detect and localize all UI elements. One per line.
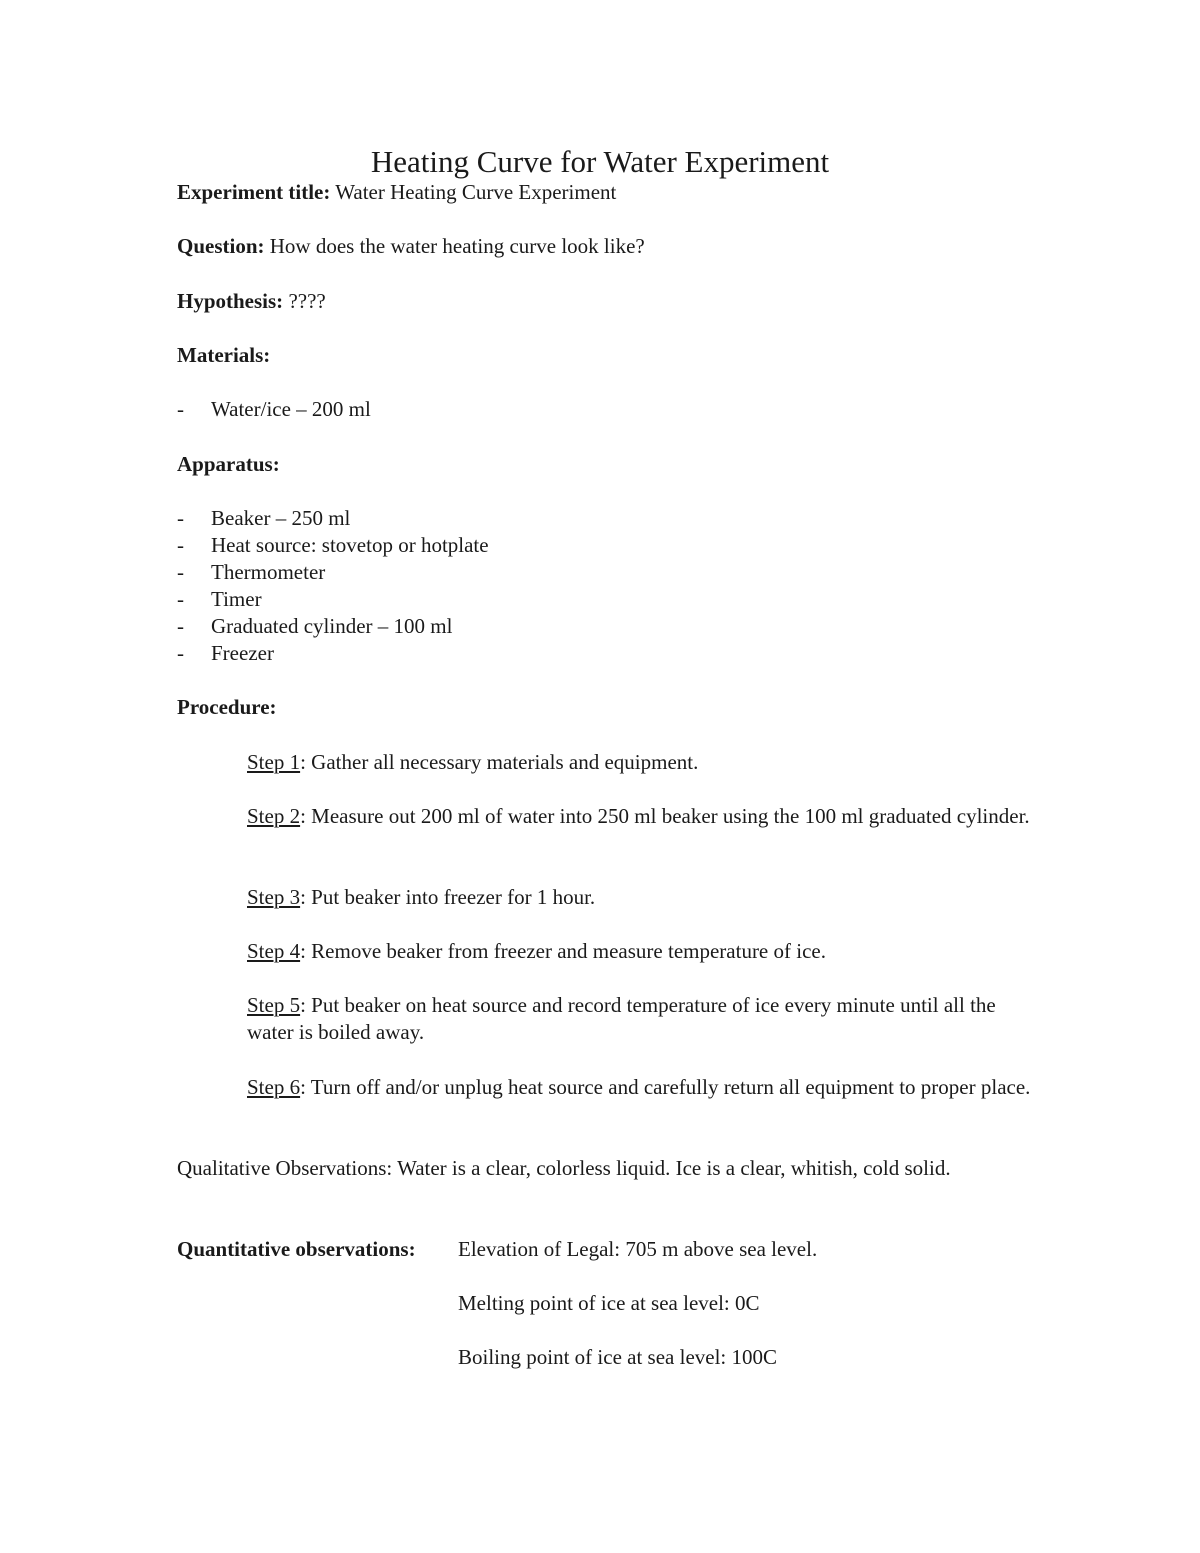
experiment-title-value: Water Heating Curve Experiment bbox=[335, 180, 617, 204]
question-line bbox=[177, 233, 645, 260]
apparatus-item: Beaker – 250 ml bbox=[211, 506, 351, 530]
materials-heading: Materials: bbox=[177, 343, 271, 367]
procedure-step-6 bbox=[247, 1074, 1037, 1101]
procedure-step-4 bbox=[247, 938, 1037, 965]
hypothesis-value: ???? bbox=[288, 289, 326, 313]
list-bullet: - bbox=[177, 560, 184, 584]
step-text: : Remove beaker from freezer and measure temperature of ice. bbox=[300, 939, 826, 963]
step-text: : Put beaker into freezer for 1 hour. bbox=[300, 885, 596, 909]
step-text: : Gather all necessary materials and equipment. bbox=[300, 750, 699, 774]
apparatus-item: Timer bbox=[211, 587, 262, 611]
qualitative-observations: Qualitative Observations: Water is a clear, colorless liquid. Ice is a clear, whitish, cold solid. bbox=[177, 1156, 951, 1180]
quantitative-observation: Melting point of ice at sea level: 0C bbox=[458, 1291, 760, 1315]
apparatus-heading: Apparatus: bbox=[177, 452, 280, 476]
question-value: How does the water heating curve look like? bbox=[269, 234, 645, 258]
procedure-step-3 bbox=[247, 884, 1037, 911]
quantitative-observation: Elevation of Legal: 705 m above sea level. bbox=[458, 1237, 818, 1261]
procedure-heading: Procedure: bbox=[177, 695, 277, 719]
step-label: Step 1 bbox=[247, 750, 301, 774]
step-label: Step 5 bbox=[247, 993, 301, 1017]
apparatus-item: Freezer bbox=[211, 641, 274, 665]
list-bullet: - bbox=[177, 533, 184, 557]
list-bullet: - bbox=[177, 397, 184, 421]
step-text: : Measure out 200 ml of water into 250 ml beaker using the 100 ml graduated cylinder. bbox=[300, 804, 1030, 828]
list-bullet: - bbox=[177, 506, 184, 530]
apparatus-item: Graduated cylinder – 100 ml bbox=[211, 614, 453, 638]
list-bullet: - bbox=[177, 641, 184, 665]
step-label: Step 2 bbox=[247, 804, 301, 828]
apparatus-item: Thermometer bbox=[211, 560, 326, 584]
question-label: Question: bbox=[177, 234, 265, 258]
list-bullet: - bbox=[177, 614, 184, 638]
experiment-title-line bbox=[177, 179, 616, 206]
step-label: Step 4 bbox=[247, 939, 301, 963]
quantitative-observations-label: Quantitative observations: bbox=[177, 1237, 416, 1261]
materials-item: Water/ice – 200 ml bbox=[211, 397, 371, 421]
procedure-step-5 bbox=[247, 992, 1037, 1046]
experiment-title-label: Experiment title: bbox=[177, 180, 331, 204]
step-text: : Put beaker on heat source and record temperature of ice every minute until all the water is boiled away. bbox=[247, 993, 996, 1044]
quantitative-observation: Boiling point of ice at sea level: 100C bbox=[458, 1345, 778, 1369]
step-label: Step 3 bbox=[247, 885, 301, 909]
procedure-step-1 bbox=[247, 749, 1037, 776]
apparatus-item: Heat source: stovetop or hotplate bbox=[211, 533, 489, 557]
procedure-step-2 bbox=[247, 803, 1037, 830]
hypothesis-label: Hypothesis: bbox=[177, 289, 284, 313]
hypothesis-line bbox=[177, 288, 326, 315]
list-bullet: - bbox=[177, 587, 184, 611]
document-title: Heating Curve for Water Experiment bbox=[370, 144, 830, 179]
step-label: Step 6 bbox=[247, 1075, 301, 1099]
step-text: : Turn off and/or unplug heat source and carefully return all equipment to proper place. bbox=[300, 1075, 1031, 1099]
